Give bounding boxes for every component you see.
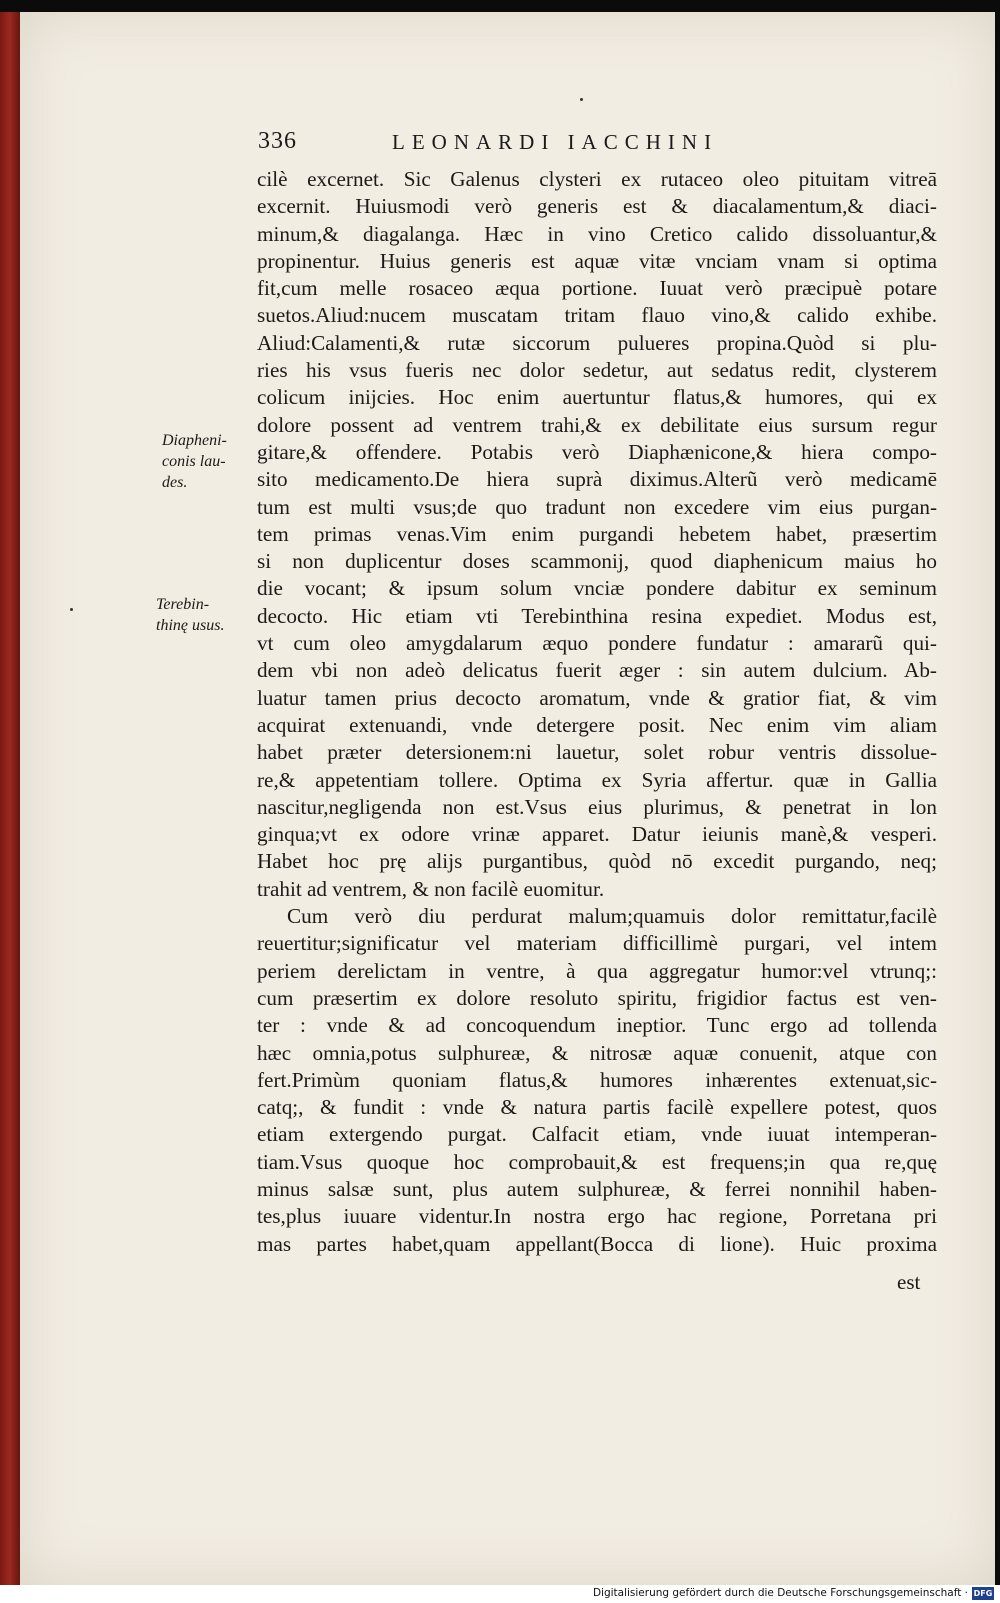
text-line: habet præter detersionem:ni lauetur, solet robur ventris dissolue- bbox=[257, 740, 937, 765]
marginal-note-line: des. bbox=[162, 474, 188, 491]
text-line: ter : vnde & ad concoquendum ineptior. Tunc ergo ad tollenda bbox=[257, 1013, 937, 1038]
text-line: ries his vsus fueris nec dolor sedetur, aut sedatus redit, clysterem bbox=[257, 358, 937, 383]
text-line: cilè excernet. Sic Galenus clysteri ex rutaceo oleo pituitam vitreā bbox=[257, 167, 937, 191]
main-text-column bbox=[257, 166, 937, 1258]
marginal-note-line: thinę usus. bbox=[156, 617, 225, 634]
text-line: etiam extergendo purgat. Calfacit etiam, vnde iuuat intemperan- bbox=[257, 1122, 937, 1147]
text-line: cum præsertim ex dolore resoluto spiritu, frigidior factus est ven- bbox=[257, 985, 937, 1010]
text-line: mas partes habet,quam appellant(Bocca di lione). Huic proxima bbox=[257, 1231, 937, 1256]
text-line: decocto. Hic etiam vti Terebinthina resina expediet. Modus est, bbox=[257, 603, 937, 628]
text-line: vt cum oleo amygdalarum æquo pondere fundatur : amararũ qui- bbox=[257, 631, 937, 656]
text-line: excernit. Huiusmodi verò generis est & diacalamentum,& diaci- bbox=[257, 194, 937, 219]
margin-speck bbox=[580, 98, 583, 101]
text-line: minum,& diagalanga. Hæc in vino Cretico calido dissoluantur,& bbox=[257, 221, 937, 246]
digitization-footer bbox=[0, 1585, 1000, 1603]
text-line: tes,plus iuuare videntur.In nostra ergo hac regione, Porretana pri bbox=[257, 1204, 937, 1229]
margin-speck bbox=[70, 608, 73, 611]
text-line: acquirat extenuandi, vnde detergere posit. Nec enim vim aliam bbox=[257, 712, 937, 737]
marginal-note-diaphenicon bbox=[162, 430, 262, 493]
text-line: die vocant; & ipsum solum vnciæ pondere dabitur ex seminum bbox=[257, 576, 937, 601]
text-line: ginqua;vt ex odore vrinæ apparet. Datur ieiunis manè,& vesperi. bbox=[257, 822, 937, 847]
text-line: trahit ad ventrem, & non facilè euomitur. bbox=[257, 876, 605, 901]
text-line: dolore possent ad ventrem trahi,& ex debilitate eius sursum regur bbox=[257, 412, 937, 437]
text-line: re,& appetentiam tollere. Optima ex Syria affertur. quæ in Gallia bbox=[257, 767, 937, 792]
text-line: tiam.Vsus quoque hoc comprobauit,& est frequens;in qua re,quę bbox=[257, 1149, 937, 1174]
dfg-logo-icon: DFG bbox=[973, 1589, 993, 1598]
text-line: dem vbi non adeò delicatus fuerit æger : sin autem dulcium. Ab- bbox=[257, 658, 937, 683]
text-line: catq;, & fundit : vnde & natura partis facilè expellere potest, quos bbox=[257, 1095, 937, 1120]
text-line: fert.Primùm quoniam flatus,& humores inhærentes extenuat,sic- bbox=[257, 1067, 937, 1092]
text-line: minus salsæ sunt, plus autem sulphureæ, & ferrei nonnihil haben- bbox=[257, 1176, 937, 1201]
text-line: hæc omnia,potus sulphureæ, & nitrosæ aquæ conuenit, atque con bbox=[257, 1040, 937, 1065]
text-line: sito medicamento.De hiera suprà diximus.Alterũ verò medicamē bbox=[257, 467, 937, 492]
text-line: Habet hoc prę alijs purgantibus, quòd nō excedit purgando, neq; bbox=[257, 849, 937, 874]
running-title: LEONARDI IACCHINI bbox=[392, 130, 719, 154]
page-number: 336 bbox=[258, 128, 297, 154]
text-line: periem derelictam in ventre, à qua aggregatur humor:vel vtrunq;: bbox=[257, 958, 937, 983]
footer-credit-text: Digitalisierung gefördert durch die Deutsche Forschungsgemeinschaft · bbox=[592, 1587, 968, 1599]
marginal-note-terebinth bbox=[156, 594, 256, 636]
running-head bbox=[258, 128, 858, 162]
marginal-note-line: Terebin- bbox=[156, 596, 210, 613]
catchword: est bbox=[897, 1270, 921, 1294]
marginal-note-line: conis lau- bbox=[162, 453, 226, 470]
marginal-note-line: Diapheni- bbox=[162, 432, 227, 449]
paragraph-start-line: Cum verò diu perdurat malum;quamuis dolor remittatur,facilè bbox=[287, 904, 937, 929]
text-line: luatur tamen prius decocto aromatum, vnde & gratior fiat, & vim bbox=[257, 685, 937, 710]
text-line: Aliud:Calamenti,& rutæ siccorum pulueres propina.Quòd si plu- bbox=[257, 330, 937, 355]
text-line: colicum inijcies. Hoc enim auertuntur flatus,& humores, qui ex bbox=[257, 385, 937, 410]
text-line: nascitur,negligenda non est.Vsus eius plurimus, & penetrat in lon bbox=[257, 794, 937, 819]
text-line: suetos.Aliud:nucem muscatam tritam flauo vino,& calido exhibe. bbox=[257, 303, 937, 328]
text-line: tem primas venas.Vim enim purgandi hebetem habet, præsertim bbox=[257, 521, 937, 546]
text-line: si non duplicentur doses scammonij, quod diaphenicum maius ho bbox=[257, 549, 937, 574]
text-line: gitare,& offendere. Potabis verò Diaphænicone,& hiera compo- bbox=[257, 439, 937, 464]
text-line: fit,cum melle rosaceo æqua portione. Iuuat verò præcipuè potare bbox=[257, 276, 937, 301]
text-line: propinentur. Huius generis est aquæ vitæ vnciam vnam si optima bbox=[257, 248, 937, 273]
text-line: tum est multi vsus;de quo tradunt non excedere vim eius purgan- bbox=[257, 494, 937, 519]
book-spine-edge bbox=[0, 12, 22, 1585]
text-line: reuertitur;significatur vel materiam difficillimè purgari, vel intem bbox=[257, 931, 937, 956]
